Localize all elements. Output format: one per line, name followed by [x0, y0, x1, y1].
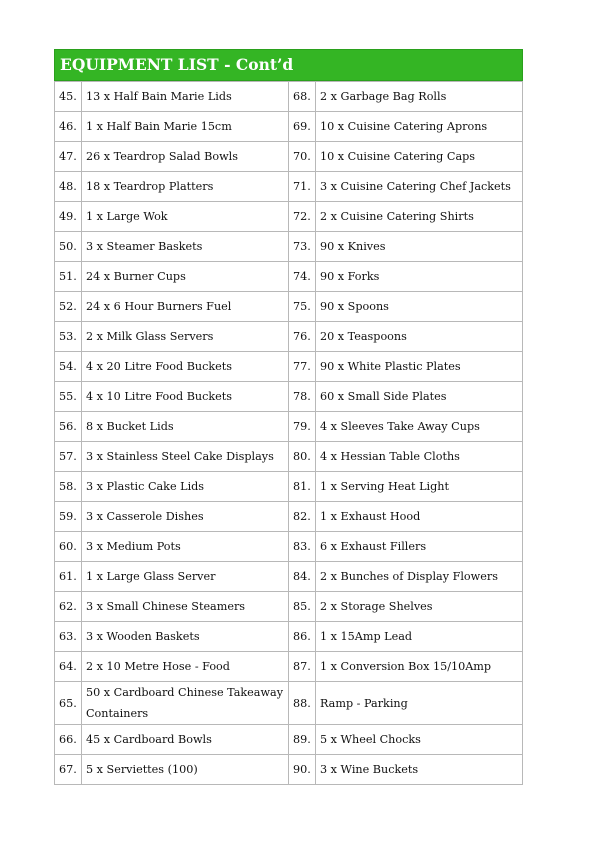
table-row: [55, 682, 523, 725]
item-description: 90 x Knives: [316, 232, 523, 262]
item-number: 58.: [55, 472, 82, 502]
item-description: 10 x Cuisine Catering Caps: [316, 142, 523, 172]
table-row: [55, 322, 523, 352]
item-description: 2 x Storage Shelves: [316, 592, 523, 622]
table-row: [55, 725, 523, 755]
item-number: 63.: [55, 622, 82, 652]
table-row: [55, 232, 523, 262]
table-row: [55, 352, 523, 382]
item-number: 67.: [55, 755, 82, 785]
item-number: 82.: [289, 502, 316, 532]
item-description: 1 x Exhaust Hood: [316, 502, 523, 532]
item-number: 52.: [55, 292, 82, 322]
table-row: [55, 472, 523, 502]
item-number: 59.: [55, 502, 82, 532]
item-description: 4 x Hessian Table Cloths: [316, 442, 523, 472]
item-number: 83.: [289, 532, 316, 562]
table-row: [55, 592, 523, 622]
item-description: 13 x Half Bain Marie Lids: [82, 82, 289, 112]
item-number: 76.: [289, 322, 316, 352]
table-row: [55, 382, 523, 412]
equipment-table: [54, 81, 523, 785]
item-number: 68.: [289, 82, 316, 112]
item-number: 54.: [55, 352, 82, 382]
item-description: 3 x Medium Pots: [82, 532, 289, 562]
item-description: 2 x Garbage Bag Rolls: [316, 82, 523, 112]
item-description: 1 x Large Glass Server: [82, 562, 289, 592]
list-title: EQUIPMENT LIST - Cont’d: [54, 49, 523, 81]
table-row: [55, 652, 523, 682]
item-description: 3 x Plastic Cake Lids: [82, 472, 289, 502]
item-description: 1 x 15Amp Lead: [316, 622, 523, 652]
item-number: 84.: [289, 562, 316, 592]
item-description: 2 x 10 Metre Hose - Food: [82, 652, 289, 682]
table-row: [55, 142, 523, 172]
item-description: 24 x Burner Cups: [82, 262, 289, 292]
item-description: 3 x Wooden Baskets: [82, 622, 289, 652]
equipment-list: [54, 49, 523, 785]
item-number: 88.: [289, 682, 316, 725]
item-number: 80.: [289, 442, 316, 472]
table-row: [55, 532, 523, 562]
item-number: 66.: [55, 725, 82, 755]
item-description: 3 x Cuisine Catering Chef Jackets: [316, 172, 523, 202]
item-description: 5 x Serviettes (100): [82, 755, 289, 785]
item-description: 90 x Forks: [316, 262, 523, 292]
item-number: 87.: [289, 652, 316, 682]
item-description: 6 x Exhaust Fillers: [316, 532, 523, 562]
item-number: 49.: [55, 202, 82, 232]
item-description: 2 x Cuisine Catering Shirts: [316, 202, 523, 232]
item-description: 3 x Steamer Baskets: [82, 232, 289, 262]
item-description: 45 x Cardboard Bowls: [82, 725, 289, 755]
item-description: 4 x 10 Litre Food Buckets: [82, 382, 289, 412]
item-number: 56.: [55, 412, 82, 442]
table-row: [55, 82, 523, 112]
equipment-table-body: [55, 82, 523, 785]
item-number: 71.: [289, 172, 316, 202]
item-number: 46.: [55, 112, 82, 142]
item-description: 18 x Teardrop Platters: [82, 172, 289, 202]
item-description: 5 x Wheel Chocks: [316, 725, 523, 755]
item-description: 50 x Cardboard Chinese Takeaway Containers: [82, 682, 289, 725]
table-row: [55, 502, 523, 532]
item-description: 1 x Serving Heat Light: [316, 472, 523, 502]
item-description: 1 x Large Wok: [82, 202, 289, 232]
item-number: 65.: [55, 682, 82, 725]
item-description: 60 x Small Side Plates: [316, 382, 523, 412]
item-description: 3 x Stainless Steel Cake Displays: [82, 442, 289, 472]
item-number: 48.: [55, 172, 82, 202]
item-number: 61.: [55, 562, 82, 592]
table-row: [55, 442, 523, 472]
item-number: 51.: [55, 262, 82, 292]
item-number: 69.: [289, 112, 316, 142]
item-number: 79.: [289, 412, 316, 442]
table-row: [55, 112, 523, 142]
item-number: 81.: [289, 472, 316, 502]
item-description: 4 x 20 Litre Food Buckets: [82, 352, 289, 382]
table-row: [55, 412, 523, 442]
table-row: [55, 755, 523, 785]
item-number: 45.: [55, 82, 82, 112]
item-number: 86.: [289, 622, 316, 652]
item-description: 1 x Half Bain Marie 15cm: [82, 112, 289, 142]
item-description: 20 x Teaspoons: [316, 322, 523, 352]
item-number: 75.: [289, 292, 316, 322]
item-description: 24 x 6 Hour Burners Fuel: [82, 292, 289, 322]
item-description: 2 x Milk Glass Servers: [82, 322, 289, 352]
item-number: 77.: [289, 352, 316, 382]
item-description: 90 x Spoons: [316, 292, 523, 322]
item-description: 4 x Sleeves Take Away Cups: [316, 412, 523, 442]
item-description: 3 x Casserole Dishes: [82, 502, 289, 532]
item-description: 90 x White Plastic Plates: [316, 352, 523, 382]
table-row: [55, 622, 523, 652]
item-description: 26 x Teardrop Salad Bowls: [82, 142, 289, 172]
item-description: 3 x Small Chinese Steamers: [82, 592, 289, 622]
item-number: 47.: [55, 142, 82, 172]
item-number: 78.: [289, 382, 316, 412]
item-number: 72.: [289, 202, 316, 232]
table-row: [55, 172, 523, 202]
item-description: 2 x Bunches of Display Flowers: [316, 562, 523, 592]
table-row: [55, 262, 523, 292]
item-description: 1 x Conversion Box 15/10Amp: [316, 652, 523, 682]
item-number: 89.: [289, 725, 316, 755]
item-description: 10 x Cuisine Catering Aprons: [316, 112, 523, 142]
item-number: 85.: [289, 592, 316, 622]
table-row: [55, 202, 523, 232]
item-description: 3 x Wine Buckets: [316, 755, 523, 785]
item-number: 73.: [289, 232, 316, 262]
item-number: 62.: [55, 592, 82, 622]
item-number: 50.: [55, 232, 82, 262]
item-number: 64.: [55, 652, 82, 682]
item-number: 90.: [289, 755, 316, 785]
table-row: [55, 292, 523, 322]
item-number: 74.: [289, 262, 316, 292]
item-number: 57.: [55, 442, 82, 472]
item-description: 8 x Bucket Lids: [82, 412, 289, 442]
item-number: 53.: [55, 322, 82, 352]
table-row: [55, 562, 523, 592]
item-number: 70.: [289, 142, 316, 172]
item-description: Ramp - Parking: [316, 682, 523, 725]
item-number: 55.: [55, 382, 82, 412]
item-number: 60.: [55, 532, 82, 562]
